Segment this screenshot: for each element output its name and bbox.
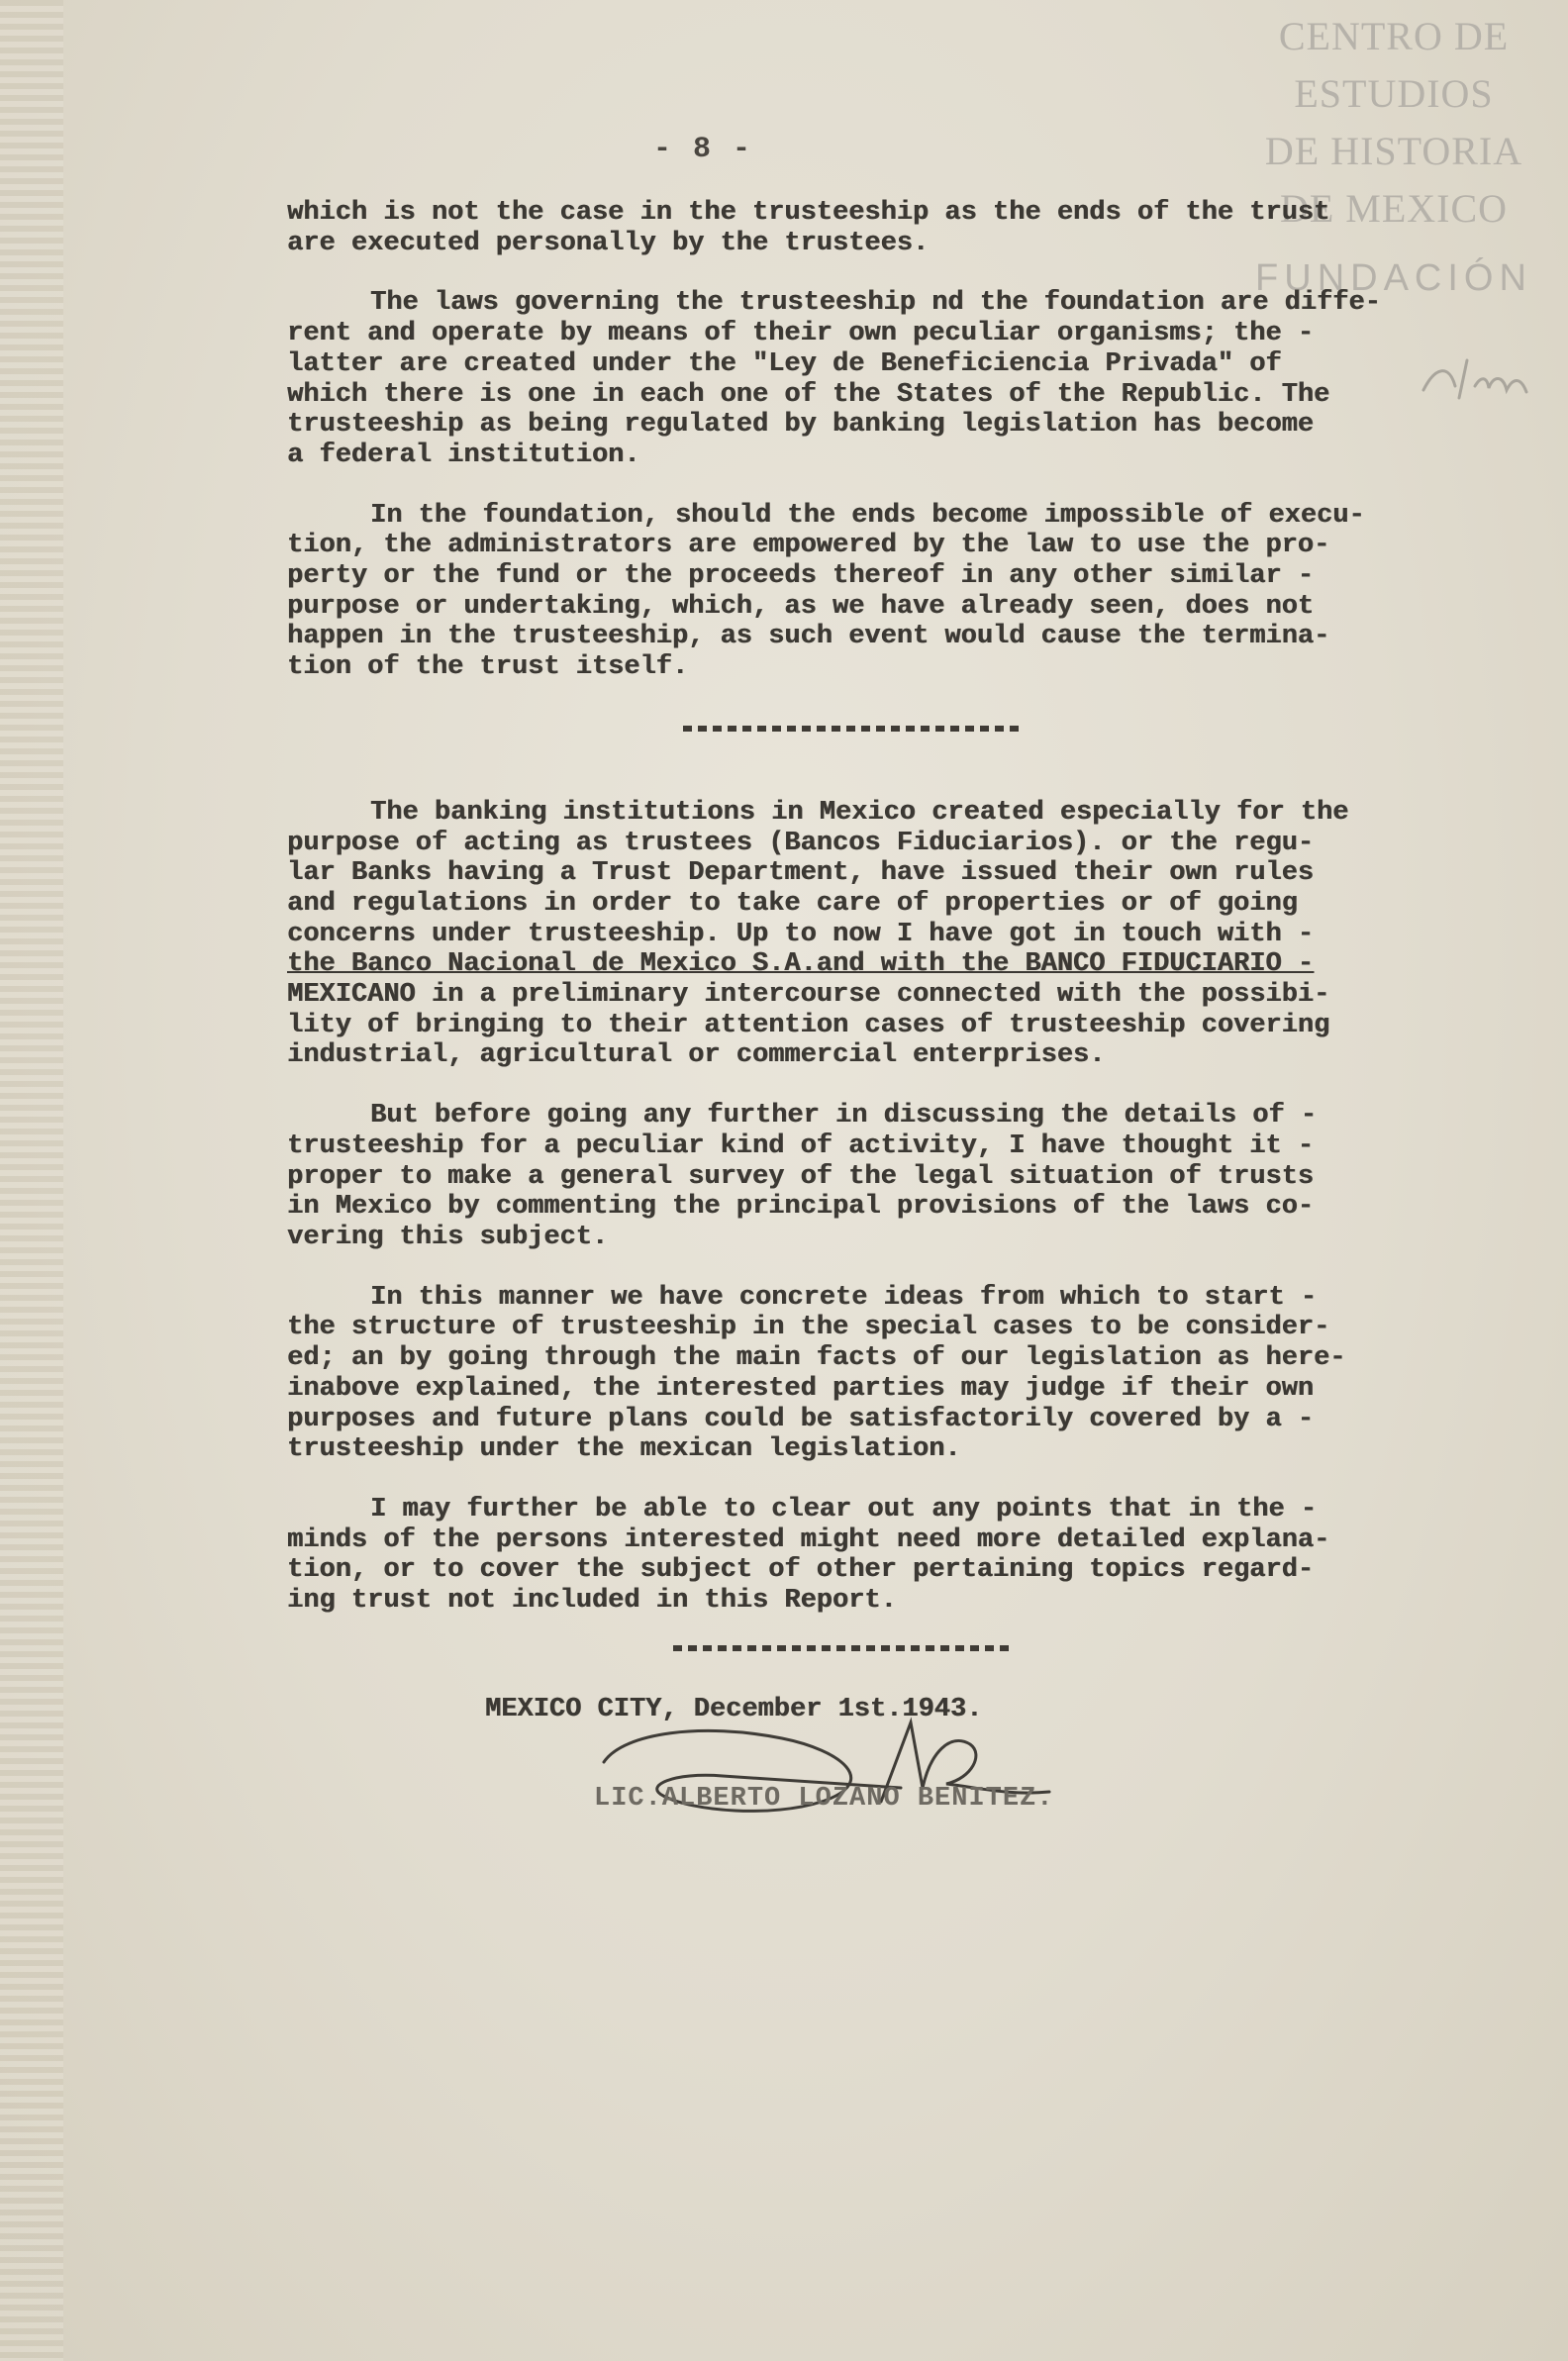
watermark-line: FUNDACIÓN <box>1255 257 1532 299</box>
text-line: which is not the case in the trusteeship as the ends of the trust <box>287 198 1330 228</box>
text-line: purpose or undertaking, which, as we have already seen, does not <box>287 591 1314 622</box>
scan-edge <box>0 0 63 2361</box>
text-line: lity of bringing to their attention cases of trusteeship covering <box>287 1010 1330 1040</box>
text-line: purpose of acting as trustees (Bancos Fiduciarios). or the regu- <box>287 828 1314 858</box>
watermark-line: CENTRO DE <box>1278 14 1510 58</box>
text-line: latter are created under the "Ley de Beneficiencia Privada" of <box>287 348 1282 379</box>
page-number: - 8 - <box>652 133 752 166</box>
text-line: purposes and future plans could be satisfactorily covered by a - <box>287 1404 1314 1434</box>
paragraph <box>287 798 1515 1071</box>
text-line: trusteeship as being regulated by banking legislation has become <box>287 410 1314 441</box>
text-line: proper to make a general survey of the legal situation of trusts <box>287 1161 1314 1192</box>
text-line: But before going any further in discussing the details of - <box>370 1101 1317 1131</box>
text-line: are executed personally by the trustees. <box>287 228 930 258</box>
text-line: perty or the fund or the proceeds thereof in any other similar - <box>287 561 1314 592</box>
text-line: the Banco Nacional de Mexico S.A.and with the BANCO FIDUCIARIO - <box>287 949 1314 980</box>
text-line: MEXICANO in a preliminary intercourse connected with the possibi- <box>287 980 1330 1011</box>
watermark-line: DE MEXICO <box>1279 186 1509 231</box>
text-line: tion, or to cover the subject of other pertaining topics regard- <box>287 1555 1314 1586</box>
text-line: and regulations in order to take care of properties or of going <box>287 888 1298 919</box>
text-line: happen in the trusteeship, as such event would cause the termina- <box>287 622 1330 652</box>
text-line: which there is one in each one of the States of the Republic. The <box>287 379 1330 410</box>
text-line: rent and operate by means of their own peculiar organisms; the - <box>287 319 1314 349</box>
text-line: vering this subject. <box>287 1222 609 1252</box>
text-line: lar Banks having a Trust Department, have issued their own rules <box>287 858 1314 889</box>
text-line: trusteeship under the mexican legislation. <box>287 1434 961 1465</box>
paragraph <box>287 1101 1515 1253</box>
letter-body <box>287 198 1515 1617</box>
closing-divider <box>673 1645 1010 1651</box>
text-line: minds of the persons interested might need more detailed explana- <box>287 1525 1330 1555</box>
paragraph <box>287 1495 1515 1617</box>
text-line: a federal institution. <box>287 440 640 470</box>
text-line: In the foundation, should the ends become impossible of execu- <box>370 500 1365 531</box>
text-line: industrial, agricultural or commercial enterprises. <box>287 1040 1106 1071</box>
text-line: In this manner we have concrete ideas from which to start - <box>370 1282 1317 1313</box>
text-line: tion of the trust itself. <box>287 652 689 683</box>
watermark-line: ESTUDIOS <box>1294 71 1494 116</box>
text-line: inabove explained, the interested parties may judge if their own <box>287 1373 1314 1404</box>
text-line: tion, the administrators are empowered by the law to use the pro- <box>287 531 1330 561</box>
text-line: ed; an by going through the main facts of our legislation as here- <box>287 1343 1346 1374</box>
text-line: I may further be able to clear out any points that in the - <box>370 1494 1317 1525</box>
text-line: in Mexico by commenting the principal provisions of the laws co- <box>287 1192 1314 1223</box>
text-line: The laws governing the trusteeship nd the foundation are diffe- <box>370 288 1381 319</box>
text-line: trusteeship for a peculiar kind of activity, I have thought it - <box>287 1131 1314 1161</box>
paragraph <box>287 501 1515 683</box>
place-date: MEXICO CITY, December 1st.1943. <box>485 1695 983 1724</box>
paragraph <box>287 1283 1515 1465</box>
text-line: concerns under trusteeship. Up to now I have got in touch with - <box>287 919 1314 949</box>
section-divider <box>683 726 1020 732</box>
paragraph <box>287 198 1515 258</box>
text-line: The banking institutions in Mexico created especially for the <box>370 797 1349 828</box>
text-line: ing trust not included in this Report. <box>287 1586 897 1617</box>
watermark-line: DE HISTORIA <box>1264 129 1523 173</box>
paragraph <box>287 288 1515 470</box>
text-line: the structure of trusteeship in the special cases to be consider- <box>287 1313 1330 1343</box>
signer-name: LIC.ALBERTO LOZANO BENITEZ. <box>594 1784 1054 1814</box>
